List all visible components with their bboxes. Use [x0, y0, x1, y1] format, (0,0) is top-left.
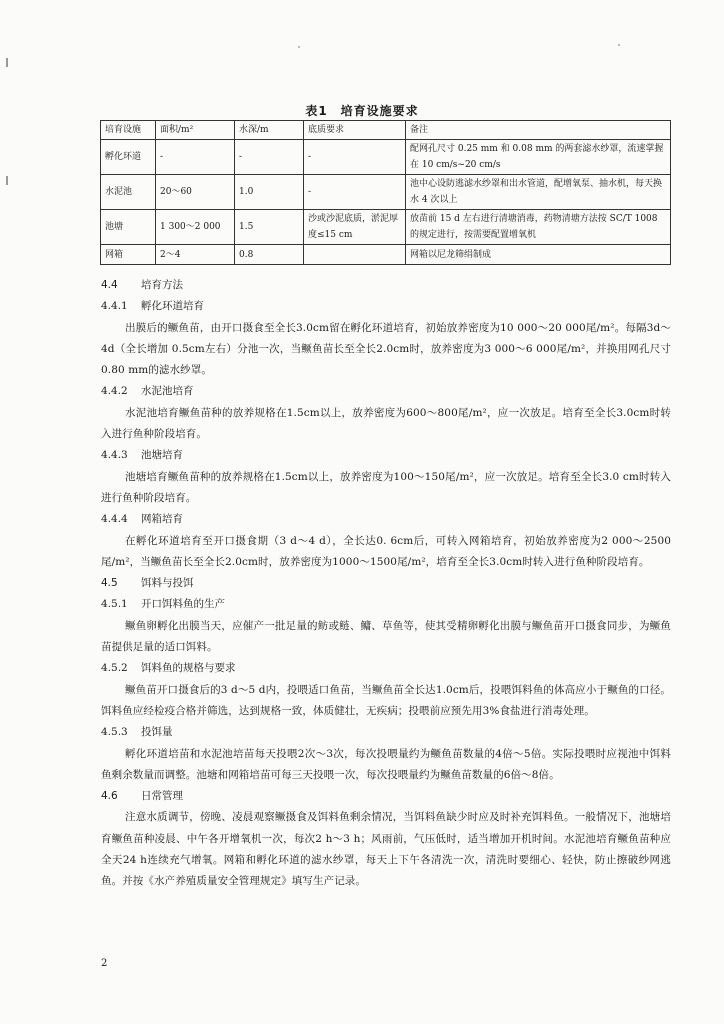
table-cell: 网箱 — [101, 245, 156, 265]
section-heading: 4.6 日常管理 — [101, 790, 183, 803]
document-body — [101, 275, 671, 893]
subsection-heading: 4.5.2 饵料鱼的规格与要求 — [101, 662, 236, 675]
column-header: 培育设施 — [101, 121, 156, 140]
table-row — [101, 210, 671, 245]
subsection-heading: 4.5.1 开口饵料鱼的生产 — [101, 598, 225, 611]
table-cell: - — [304, 140, 406, 175]
paragraph: 出膜后的鳜鱼苗，由开口摄食至全长3.0cm留在孵化环道培育，初始放养密度为10 000～20 000尾/m²。每隔3d～4d（全长增加 0.5cm左右）分池一次，当鳜鱼苗长至全长2.0cm时，放养密度为3 000～6 000尾/m²，并换用网孔尺寸0.80 mm的滤水纱罩。 — [101, 321, 671, 377]
table-cell: 池塘 — [101, 210, 156, 245]
table-cell: 水泥池 — [101, 175, 156, 210]
subsection-heading: 4.4.4 网箱培育 — [101, 513, 183, 526]
table-cell: 1 300～2 000 — [156, 210, 235, 245]
table-cell: 池中心设防逃滤水纱罩和出水管道，配增氧泵、抽水机，每天换水 4 次以上 — [406, 175, 671, 210]
margin-mark — [6, 58, 8, 67]
section-heading: 4.4 培育方法 — [101, 279, 183, 291]
subsection-heading: 4.4.2 水泥池培育 — [101, 385, 194, 398]
subsection-heading: 4.4.1 孵化环道培育 — [101, 300, 204, 313]
table-cell: 沙或沙泥底质，淤泥厚度≤15 cm — [304, 210, 406, 245]
table-row — [101, 175, 671, 210]
table-cell: 0.8 — [235, 245, 304, 265]
section-heading: 4.5 饵料与投饵 — [101, 577, 194, 590]
paragraph: 鳜鱼苗开口摄食后的3 d～5 d内，投喂适口鱼苗，当鳜鱼苗全长达1.0cm后，投喂饵料鱼的体高应小于鳜鱼的口径。饵料鱼应经检疫合格并筛选，达到规格一致，体质健壮，无疾病；投喂前应预先用3%食盐进行消毒处理。 — [101, 683, 671, 717]
scan-speck — [298, 46, 300, 48]
table-caption: 表1 培育设施要求 — [305, 104, 419, 118]
paragraph: 孵化环道培苗和水泥池培苗每天投喂2次～3次，每次投喂量约为鳜鱼苗数量的4倍～5倍。实际投喂时应视池中饵料鱼剩余数量而调整。池塘和网箱培苗可每三天投喂一次，每次投喂量约为鳜鱼苗数量的6倍～8倍。 — [101, 747, 671, 781]
table-cell: - — [156, 140, 235, 175]
paragraph: 在孵化环道培育至开口摄食期（3 d～4 d），全长达0. 6cm后，可转入网箱培育，初始放养密度为2 000～2500尾/m²，当鳜鱼苗长至全长2.0cm时，放养密度为1000～1500尾/m²，培育至全长3.0cm时转入进行鱼种阶段培育。 — [101, 534, 671, 568]
facility-requirements-table — [100, 120, 671, 265]
paragraph: 池塘培育鳜鱼苗种的放养规格在1.5cm以上，放养密度为100～150尾/m²，应一次放足。培育至全长3.0 cm时转入进行鱼种阶段培育。 — [101, 470, 671, 504]
table-row — [101, 140, 671, 175]
table-cell: 放苗前 15 d 左右进行清塘消毒，药物清塘方法按 SC/T 1008 的规定进行，按需要配置增氧机 — [406, 210, 671, 245]
table-cell: 网箱以尼龙筛绢制成 — [406, 245, 671, 265]
paragraph: 注意水质调节，傍晚、凌晨观察鳜摄食及饵料鱼剩余情况，当饵料鱼缺少时应及时补充饵料鱼。一般情况下，池塘培育鳜鱼苗种凌晨、中午各开增氧机一次，每次2 h～3 h；风雨前，气压低时，适当增加开机时间。水泥池培育鳜鱼苗种应全天24 h连续充气增氧。网箱和孵化环道的滤水纱罩，每天上下午各清洗一次，清洗时要细心、轻快，防止擦破纱网逃鱼。并按《水产养殖质量安全管理规定》填写生产记录。 — [101, 811, 671, 888]
column-header: 备注 — [406, 121, 671, 140]
table-cell: 1.0 — [235, 175, 304, 210]
table-cell: 孵化环道 — [101, 140, 156, 175]
table-cell: 配网孔尺寸 0.25 mm 和 0.08 mm 的两套滤水纱罩，流速掌握在 10 cm/s~20 cm/s — [406, 140, 671, 175]
paragraph: 水泥池培育鳜鱼苗种的放养规格在1.5cm以上，放养密度为600～800尾/m²，应一次放足。培育至全长3.0cm时转入进行鱼种阶段培育。 — [101, 406, 671, 441]
column-header: 底质要求 — [304, 121, 406, 140]
column-header: 面积/m² — [156, 121, 235, 140]
table-cell: 20～60 — [156, 175, 235, 210]
table-cell: 2～4 — [156, 245, 235, 265]
table-row — [101, 245, 671, 265]
page-number: 2 — [101, 958, 108, 969]
column-header: 水深/m — [235, 121, 304, 140]
scan-speck — [618, 44, 620, 46]
table-cell: 1.5 — [235, 210, 304, 245]
table-cell: - — [235, 140, 304, 175]
paragraph: 鳜鱼卵孵化出膜当天，应催产一批足量的鲂或鲢、鳙、草鱼等，使其受精卵孵化出膜与鳜鱼苗开口摄食同步，为鳜鱼苗提供足量的适口饵料。 — [101, 619, 671, 654]
table-cell — [304, 245, 406, 265]
table-header-row — [101, 121, 671, 140]
table-cell: - — [304, 175, 406, 210]
margin-mark — [6, 176, 8, 185]
subsection-heading: 4.5.3 投饵量 — [101, 726, 173, 739]
subsection-heading: 4.4.3 池塘培育 — [101, 449, 183, 462]
